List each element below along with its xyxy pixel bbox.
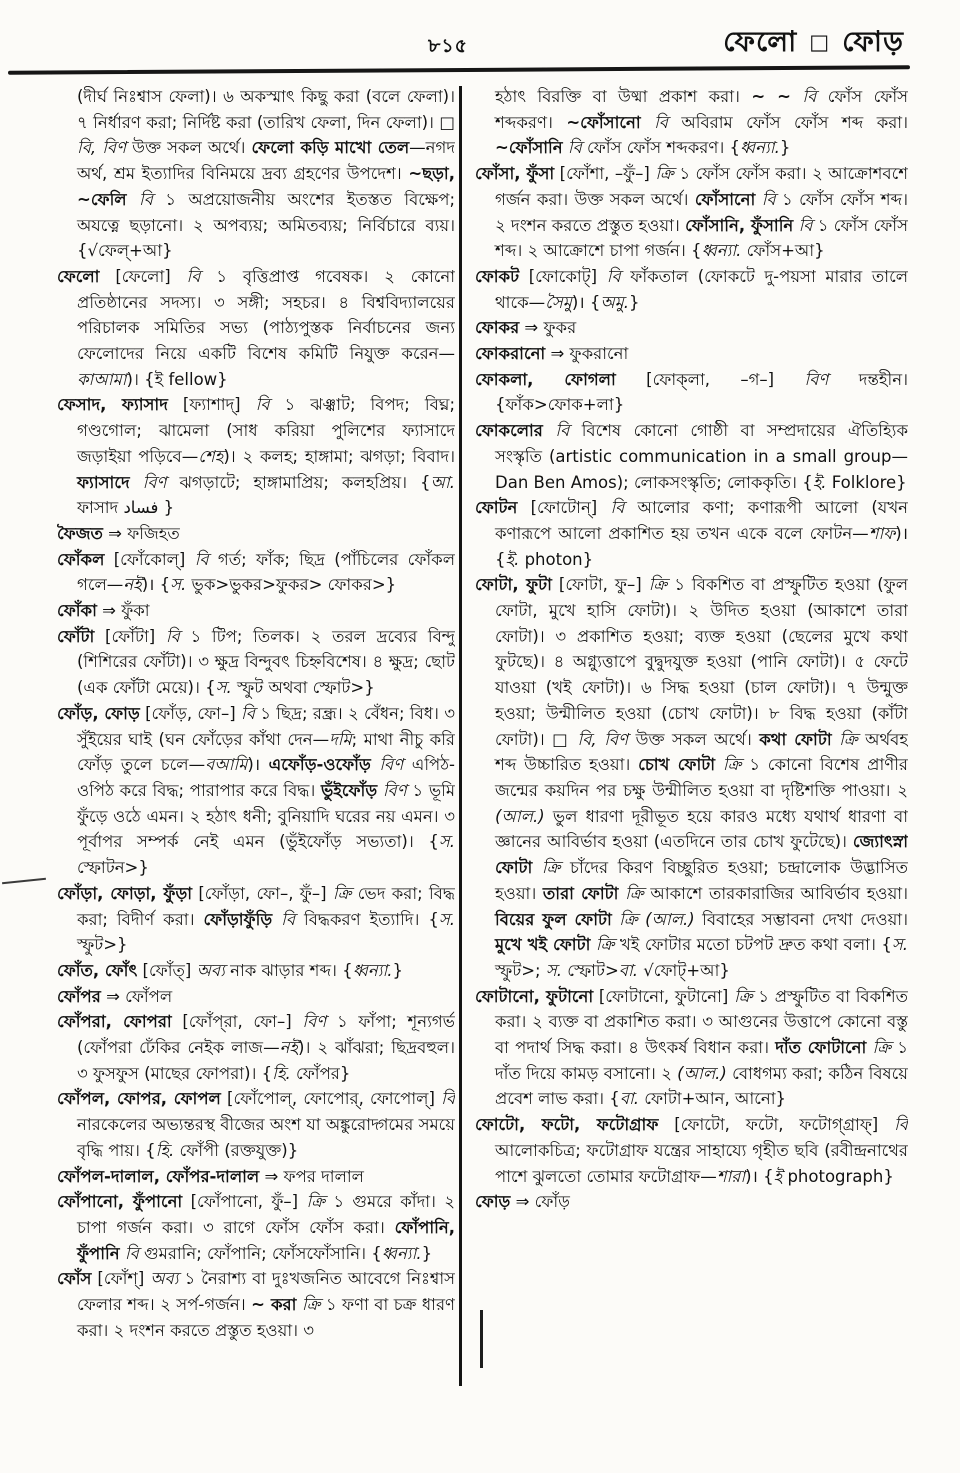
entry-label: ক্রি: [595, 935, 615, 955]
entry-headword: ফোঁসা, ফুঁসা: [475, 164, 555, 184]
dictionary-entry: [475, 1189, 908, 1215]
entry-text: )। {ই fellow}: [126, 369, 228, 389]
entry-text: ১ ফোঁস ফোঁস শব্দ। ২ আক্রোশে চাপা গর্জন। {: [495, 215, 908, 261]
entry-label: ক্রি (আল.): [619, 909, 695, 929]
entry-text: ১ টিপ; তিলক। ২ তরল দ্রব্যের বিন্দু (শিশিরের ফোঁটা)। ৩ ক্ষুদ্র বিন্দুবৎ চিহ্নবিশেষ। ৪ ক্ষুদ্র; ছোট (এক ফোঁটা মেয়ে)। {: [77, 626, 455, 698]
entry-text: ১ গুমরে কাঁদা। ২ চাপা গর্জন করা। ৩ রাগে ফোঁস ফোঁস করা।: [77, 1192, 455, 1237]
entry-text: [ফোঁপানো, ফুঁ–]: [182, 1192, 307, 1212]
entry-text: [ফোটো, ফটো, ফটোগ্‌গ্রাফ্]: [658, 1115, 895, 1135]
entry-label: ক্রি: [872, 1038, 892, 1058]
entry-label: বি: [567, 138, 582, 158]
entry-label: বি, বিণ: [77, 138, 127, 158]
entry-label: বি: [165, 626, 180, 646]
entry-text: }: [421, 1243, 433, 1263]
dictionary-entry: [475, 984, 908, 1113]
entry-label: বিণ: [804, 369, 829, 389]
entry-label: বি: [186, 266, 201, 286]
scan-artifact-pencil-dash: [2, 878, 46, 885]
dictionary-entry: [475, 572, 908, 983]
entry-text: অবিরাম ফোঁস ফোঁস শব্দ করা।: [667, 112, 908, 132]
entry-text: [543, 421, 555, 440]
entry-label: বি: [194, 549, 209, 569]
entry-text: ⇒ ফজিহত: [102, 523, 180, 543]
column-left: [57, 84, 455, 1396]
entry-headword: ফোঁসানো: [694, 189, 756, 209]
entry-text: ⇒ ফুকর: [519, 318, 577, 338]
entry-text: )। ২ কলহ; হাঙ্গামা; ঝগড়া; বিবাদ।: [223, 446, 455, 466]
entry-headword: ফোটো, ফটো, ফটোগ্রাফ: [475, 1115, 659, 1135]
entry-label: শাফ: [868, 523, 896, 543]
entry-label: ক্রি: [722, 755, 742, 775]
entry-text: ১ বিকশিত বা প্রস্ফুটিত হওয়া (ফুল ফোটা, মুখে হাসি ফোটা)। ২ উদিত হওয়া (আকাশে তারা ফোটা)। ৩ প্রকাশিত হওয়া; ব্যক্ত হওয়া (ছেলের মুখে কথা ফুটছে)। ৪ অগ্ন্যুত্তাপে বুদ্বুদযুক্ত হওয়া (পানি ফোটা)। ৫ ফেটে যাওয়া (খই ফোটা)। ৬ সিদ্ধ হওয়া (চাল ফোটা)। ৭ উন্মুক্ত হওয়া; উন্মীলিত হওয়া (চোখ ফোটা)। ৮ বিদ্ধ হওয়া (কাঁটা ফোটা)। □: [495, 575, 908, 749]
entry-text: )। ২ ঝাঁঝরা; ছিদ্রবহুল। ৩ ফুসফুস (মাছের ফোপরা)। {: [77, 1038, 455, 1083]
entry-label: স.: [170, 575, 187, 595]
entry-text: )। {: [495, 523, 908, 569]
entry-label: বি: [138, 189, 153, 209]
entry-label: ই: [773, 1166, 783, 1186]
entry-headword: কথা ফোটা: [759, 729, 832, 749]
entry-headword: ফোঁড়াফুঁড়ি: [203, 909, 273, 929]
entry-text: }: [779, 138, 791, 158]
entry-text: [791, 87, 802, 106]
dictionary-entry: [57, 624, 455, 701]
entry-text: খই ফোটার মতো চটপট দ্রুত কথা বলা। {: [614, 935, 892, 955]
entry-text: )।: [247, 755, 269, 775]
entry-text: ফাসাদ فساد }: [77, 498, 175, 518]
entry-text: [ফ্যাশাদ্]: [167, 395, 256, 415]
entry-text: ⇒ ফুঁকা: [96, 601, 150, 621]
entry-text: [ফোঁপ্‌রা, ফো–]: [171, 1012, 303, 1032]
entry-text: ⇒ ফোঁপল: [100, 986, 173, 1006]
entry-headword: ফোটা, ফুটা: [475, 575, 552, 595]
dictionary-entry: [57, 1086, 455, 1163]
entry-headword: ফ্যাসাদে: [77, 472, 130, 492]
entry-label: বি: [606, 266, 621, 286]
entry-label: হি.: [155, 1140, 175, 1160]
entry-label: অব্য: [196, 960, 225, 980]
text-columns: [57, 84, 908, 1396]
entry-headword: ফেসাদ, ফ্যাসাদ: [57, 395, 168, 415]
entry-headword: জ্যোৎস্না ফোটা: [495, 832, 908, 878]
entry-text: ১ ফণা বা চক্র ধারণ করা। ২ দংশন করতে প্রস্তুত হওয়া। ৩: [77, 1295, 455, 1340]
entry-text: )। {: [141, 575, 171, 595]
dictionary-entry: [57, 547, 455, 598]
entry-text: ফোঁপী (রক্তযুক্ত)}: [174, 1140, 299, 1160]
entry-headword: এফোঁড়-ওফোঁড়: [268, 755, 371, 775]
entry-text: ঝগড়াটে; হাঙ্গামাপ্রিয়; কলহপ্রিয়। {: [166, 472, 431, 492]
guide-separator-square-icon: □: [809, 30, 831, 54]
entry-label: স.: [438, 909, 455, 929]
scan-artifact-margin-tick: [480, 1310, 483, 1368]
entry-text: স্ফোটন>}: [77, 858, 149, 878]
entry-label: ই.: [812, 472, 827, 492]
entry-headword: ফোঁসানি, ফুঁসানি: [685, 215, 794, 235]
entry-label: ধ্বন্যা.: [381, 1243, 422, 1263]
entry-headword: ফোঁপল-দালাল, ফোঁপর-দালাল: [57, 1166, 260, 1186]
entry-text: ভুল ধারণা দূরীভূত হয়ে কারও মধ্যে যথার্থ ধারণা বা জ্ঞানের আবির্ভাব হওয়া (এতদিনে তার চোখ ফুটেছে)।: [495, 806, 908, 852]
entry-text: photon}: [519, 549, 594, 569]
entry-headword: ফোঁস: [57, 1269, 92, 1289]
entry-text: ১ দাঁত দিয়ে কামড় বসানো। ২: [495, 1038, 908, 1083]
entry-text: [130, 473, 143, 492]
entry-text: আকাশে তারকারাজির আবির্ভাব হওয়া।: [643, 883, 908, 903]
dictionary-entry: [475, 495, 908, 572]
entry-headword: ফেলো কড়ি মাখো তেল: [251, 138, 410, 158]
entry-text: ফোঁপর}: [290, 1063, 351, 1083]
entry-headword: ফোকট: [475, 266, 520, 286]
entry-headword: ফোড়: [475, 1192, 511, 1212]
entry-label: ক্রি: [541, 858, 561, 878]
dictionary-entry: [57, 264, 455, 393]
entry-label: বি: [255, 395, 270, 415]
entry-text: উক্ত সকল অর্থে।: [126, 138, 252, 158]
entry-label: নই: [123, 575, 142, 595]
dictionary-entry: [57, 1266, 455, 1343]
entry-text: ফোঁস+আ}: [741, 241, 825, 261]
entry-text: ভেদ করা; বিদ্ধ করা; বিদীর্ণ করা।: [77, 883, 455, 929]
entry-headword: ~ফোঁসানো: [566, 112, 641, 132]
entry-headword: ~ ~: [751, 87, 791, 106]
entry-headword: ফোকরানো: [475, 344, 546, 364]
entry-text: [ফোঁকোল্]: [104, 549, 195, 569]
entry-label: বআমি: [205, 755, 248, 775]
entry-label: (আল.): [677, 1063, 727, 1083]
entry-label: স.: [438, 832, 455, 852]
entry-headword: ফোঁপল, ফোপর, ফোপল: [57, 1089, 221, 1109]
entry-text: ১ ভূমি ফুঁড়ে ওঠে এমন। ২ হঠাৎ ধনী; বুনিয়াদি ঘরের নয় এমন। ৩ পূর্বাপর সম্পর্ক নেই এমন (ভুঁইফোঁড় সভ্যতা)। {: [77, 780, 455, 852]
entry-headword: ফোঁপানো, ফুঁপানো: [57, 1192, 183, 1212]
entry-headword: ফোকর: [475, 318, 520, 338]
page-number: ৮১৫: [428, 35, 468, 57]
entry-text: এপিঠ-ওপিঠ করে বিদ্ধ; পারাপার করে বিদ্ধ।: [77, 755, 455, 800]
entry-text: ১ প্রস্ফুটিত বা বিকশিত করা। ২ ব্যক্ত বা প্রকাশিত করা। ৩ আগুনের উত্তাপে কোনো বস্তু বা পদার্থ সিদ্ধ করা। ৪ উৎকর্ষ বিধান করা।: [495, 986, 908, 1058]
entry-label: দমি: [329, 729, 352, 749]
entry-label: শারা: [716, 1166, 746, 1186]
entry-text: }: [629, 292, 640, 312]
dictionary-entry: [57, 1009, 455, 1086]
dictionary-entry: [475, 367, 908, 418]
entry-label: ক্রি: [655, 164, 674, 184]
page-header: [0, 18, 960, 68]
entry-text: [ফোটানো, ফুটানো]: [593, 986, 735, 1006]
entry-text: [ফোক্‌লা, –গ–]: [615, 369, 805, 389]
entry-headword: বিয়ের ফুল ফোটা: [495, 909, 612, 929]
entry-label: ধ্বন্যা.: [739, 138, 780, 158]
entry-text: )। {: [745, 1166, 774, 1186]
entry-label: ধ্বন্যা.: [701, 241, 742, 261]
entry-label: স.: [891, 935, 908, 955]
entry-text: স্ফোট>: [562, 960, 619, 980]
entry-text: ১ ফোঁস ফোঁস শব্দ। ২ দংশন করতে প্রস্তুত হওয়া।: [495, 189, 908, 235]
entry-label: আ.: [430, 472, 455, 492]
entry-label: বিণ: [142, 472, 167, 492]
entry-text: ⇒ ফপর দালাল: [259, 1166, 364, 1186]
entry-label: অব্য: [150, 1269, 179, 1289]
entry-text: গুমরানি; ফোঁপানি; ফোঁসফোঁসানি। {: [138, 1243, 382, 1263]
entry-text: ১ বৃত্তিপ্রাপ্ত গবেষক। ২ কোনো প্রতিষ্ঠানের সদস্য। ৩ সঙ্গী; সহচর। ৪ বিশ্ববিদ্যালয়ের পরিচালক সমিতির সভ্য (পাঠ্যপুস্তক নির্বাচনের জন্য ফেলোদের নিয়ে একটি বিশেষ কমিটি নিযুক্ত করেন—: [77, 266, 455, 364]
entry-text: [ফেলো]: [99, 266, 187, 286]
entry-headword: ফোঁকল: [57, 549, 105, 569]
dictionary-entry: [57, 392, 455, 521]
entry-text: ; মাথা নীচু করি ফোঁড় তুলে চলে—: [77, 729, 455, 775]
entry-headword: ফোঁপর: [57, 986, 101, 1006]
entry-text: স্ফুট>;: [495, 960, 546, 980]
entry-text: ভুক>ভুকর>ফুকর> ফোকর>}: [186, 575, 397, 595]
entry-label: কাআমা: [77, 369, 127, 389]
entry-label: বি: [761, 189, 776, 209]
entry-label: ক্রি: [734, 986, 753, 1006]
entry-text: গর্ত; ফাঁক; ছিদ্র (পাঁচিলের ফোঁকল গলে—: [77, 549, 455, 595]
entry-text: ফাঁকতাল (ফোকটে দু-পয়সা মারার তালে থাকে—: [495, 266, 908, 312]
entry-headword: ফোঁকা: [57, 601, 97, 621]
entry-text: [532, 858, 542, 877]
entry-headword: ফোকলোর: [475, 421, 543, 441]
entry-text: photograph}: [782, 1166, 894, 1186]
dictionary-entry: [57, 881, 455, 958]
entry-text: √ফোট্+আ}: [638, 960, 730, 980]
entry-text: ১ ছিদ্র; রন্ধ্র। ২ বেঁধন; বিধ। ৩ সুঁইয়ের ঘাই (ঘন ফোঁড়ের কাঁথা দেন—: [77, 703, 455, 749]
entry-label: বি: [240, 703, 255, 723]
entry-text: ১ ফাঁপা; শূন্যগর্ভ (ফোঁপরা ঢেঁকির নেইক লাজ—: [77, 1012, 455, 1058]
entry-label: বি: [555, 421, 570, 441]
entry-headword: ফোঁড়া, ফোড়া, ফুঁড়া: [57, 883, 193, 903]
entry-label: বি: [281, 909, 295, 929]
dictionary-entry: [57, 958, 455, 984]
entry-text: ফোঁস ফোঁস শব্দকরণ।: [495, 87, 908, 132]
entry-headword: ~ফোঁসানি: [495, 138, 563, 158]
entry-headword: ~ছড়া, ~ফেলি: [77, 164, 455, 209]
entry-text: (দীর্ঘ নিঃশ্বাস ফেলা)। ৬ অকস্মাৎ কিছু করা (বলে ফেলা)। ৭ নির্ধারণ করা; নির্দিষ্ট করা (তারিখ ফেলা, দিন ফেলা)। □: [77, 87, 455, 132]
entry-label: ক্রি: [625, 883, 644, 903]
entry-label: বি: [654, 112, 668, 132]
entry-text: নাক ঝাড়ার শব্দ। {: [224, 960, 353, 980]
entry-headword: ফোটানো, ফুটানো: [475, 986, 594, 1006]
dictionary-entry: [57, 984, 455, 1010]
dictionary-entry: [475, 315, 908, 341]
entry-text: বিবাহের সম্ভাবনা দেখা দেওয়া।: [694, 909, 908, 929]
column-divider: [459, 86, 462, 1386]
entry-text: নারকেলের অভ্যন্তরস্থ বীজের অংশ যা অঙ্কুরোদ্গমের সময়ে বৃদ্ধি পায়। {: [77, 1115, 455, 1160]
entry-headword: ফোটন: [475, 498, 518, 518]
entry-label: বি, বিণ: [577, 729, 629, 749]
entry-text: }: [392, 960, 404, 980]
entry-text: উক্ত সকল অর্থে।: [628, 729, 760, 749]
entry-label: বি: [610, 498, 625, 518]
entry-text: [ফোঁপোল্, ফোপোর্, ফোপোল্]: [220, 1089, 442, 1109]
entry-label: ক্রি: [839, 729, 858, 749]
entry-label: বিণ: [302, 1012, 327, 1032]
entry-text: ⇒ ফোঁড়: [510, 1192, 570, 1212]
entry-label: বি: [894, 1115, 908, 1135]
dictionary-entry: [57, 598, 455, 624]
entry-label: সৈমু: [545, 292, 572, 312]
entry-text: [ফোঁশ্]: [91, 1269, 151, 1289]
guide-words: [723, 20, 904, 67]
entry-label: বি: [124, 1243, 139, 1263]
entry-text: স্ফুট>}: [77, 935, 128, 955]
entry-continuation: [475, 84, 908, 161]
entry-label: স.: [215, 678, 232, 698]
entry-headword: ফোঁড়, ফোড়: [57, 703, 140, 723]
entry-label: ক্রি: [301, 1295, 321, 1315]
entry-text: [ফোঁত্]: [137, 960, 197, 980]
entry-headword: ফোঁপানি, ফুঁপানি: [77, 1217, 455, 1263]
dictionary-entry: [475, 161, 908, 264]
entry-text: [ফোঁড়, ফো–]: [139, 703, 241, 723]
column-right: [469, 84, 908, 1396]
dictionary-entry: [475, 1112, 908, 1189]
entry-text: [832, 730, 840, 749]
entry-text: ১ ঝঞ্ঝাট; বিপদ; বিঘ্ন; গণ্ডগোল; ঝামেলা (সাধ করিয়া পুলিশের ফ্যাসাদে জড়াইয়া পড়িবে—: [77, 395, 455, 466]
entry-text: ১ নৈরাশ্য বা দুঃখজনিত আবেগে নিঃশ্বাস ফেলার শব্দ। ২ সর্প-গর্জন।: [77, 1269, 455, 1315]
entry-label: ক্রি: [648, 575, 668, 595]
entry-label: হি.: [272, 1063, 291, 1083]
entry-text: বিদ্ধকরণ ইত্যাদি। {: [295, 909, 439, 929]
entry-text: হঠাৎ বিরক্তি বা উষ্মা প্রকাশ করা।: [495, 87, 752, 106]
entry-text: ১ অপ্রয়োজনীয় অংশের ইতস্তত বিক্ষেপ; অযত্নে ছড়ানো। ২ অপব্যয়; অমিতব্যয়; নির্বিচারে ব্যয়। {√ফেল্+আ}: [77, 189, 455, 261]
entry-text: ১ কোনো বিশেষ প্রাণীর জন্মের কয়দিন পর চক্ষু উন্মীলিত হওয়া বা দৃষ্টিশক্তি পাওয়া। ২: [495, 755, 908, 800]
entry-label: অমু.: [600, 292, 630, 312]
entry-text: ফোটা+আন, আনো}: [639, 1089, 787, 1109]
entry-text: [127, 190, 139, 209]
entry-headword: ভুঁইফোঁড়: [320, 780, 378, 800]
entry-label: ক্রি: [306, 1192, 325, 1212]
entry-headword: ~ করা: [251, 1295, 297, 1315]
entry-text: আলোর কণা; কণারূপী আলো (যখন কণারূপে আলো প্রকাশিত হয় তখন একে বলে ফোটন—: [495, 498, 908, 543]
entry-headword: ফৈজত: [57, 523, 103, 543]
entry-headword: ফোকলা, ফোগলা: [475, 369, 616, 389]
entry-headword: ফোঁটা: [57, 626, 95, 646]
entry-headword: দাঁত ফোটানো: [775, 1038, 867, 1058]
entry-text: ফোঁস ফোঁস শব্দকরণ। {: [581, 138, 740, 158]
entry-text: ⇒ ফুকরানো: [545, 344, 629, 364]
entry-headword: ফোঁপরা, ফোপরা: [57, 1012, 172, 1032]
entry-text: আলোকচিত্র; ফটোগ্রাফ যন্ত্রের সাহায্যে গৃহীত ছবি (রবীন্দ্রনাথের পাশে ঝুলতো তোমার ফটোগ্রাফ—: [495, 1140, 908, 1186]
dictionary-entry: [57, 1164, 455, 1190]
dictionary-entry: [475, 264, 908, 315]
entry-label: বিণ: [379, 755, 404, 775]
entry-text: [ফোঁশা, –ফুঁ–]: [554, 164, 656, 184]
entry-headword: মুখে খই ফোটা: [495, 935, 591, 955]
dictionary-entry: [57, 1189, 455, 1266]
entry-label: বি: [441, 1089, 455, 1109]
entry-label: শেহ: [198, 446, 224, 466]
entry-continuation: [57, 84, 455, 264]
entry-text: )। {: [571, 292, 601, 312]
entry-label: বিণ: [382, 780, 407, 800]
entry-label: স.: [545, 960, 563, 980]
entry-text: [ফোঁড়া, ফো–, ফুঁ–]: [192, 883, 333, 903]
entry-text: [272, 910, 281, 929]
entry-label: ক্রি: [332, 883, 352, 903]
entry-label: বি: [798, 215, 813, 235]
entry-text: দন্তহীন। {ফাঁক>ফোক+লা}: [495, 369, 908, 415]
entry-label: (আল.): [495, 806, 545, 826]
entry-label: বা.: [619, 1089, 640, 1109]
entry-text: [ফোঁটা]: [94, 626, 166, 646]
dictionary-entry: [475, 341, 908, 367]
entry-text: [ফোকোট্]: [519, 266, 607, 286]
entry-text: স্ফুট অথবা স্ফোট>}: [231, 678, 375, 698]
entry-headword: ফেলো: [57, 266, 100, 286]
dictionary-entry: [475, 418, 908, 495]
entry-text: [ফোটা, ফু–]: [551, 575, 649, 595]
dictionary-entry: [57, 701, 455, 881]
dictionary-entry: [57, 521, 455, 547]
entry-text: [715, 755, 723, 774]
entry-label: ধ্বন্যা.: [352, 960, 393, 980]
entry-label: বি: [802, 87, 817, 106]
entry-label: নই: [279, 1038, 299, 1058]
guide-word-left: ফেলো: [723, 25, 798, 58]
entry-label: বা.: [618, 960, 639, 980]
entry-headword: ফোঁত, ফোঁৎ: [57, 960, 138, 980]
entry-headword: তারা ফোটা: [542, 883, 619, 903]
entry-text: অর্থবহ শব্দ উচ্চারিত হওয়া।: [495, 729, 908, 775]
entry-text: [ফোটোন্]: [517, 498, 611, 518]
entry-text: [641, 113, 654, 132]
entry-text: বিশেষ কোনো গোষ্ঠী বা সম্প্রদায়ের ঐতিহ্যিক সংস্কৃতি (artistic communication in a small group—Dan Ben Amos); লোকসংস্কৃতি; লোককৃতি। {: [495, 421, 908, 492]
entry-headword: চোখ ফোটা: [638, 755, 716, 775]
guide-word-right: ফোড়: [842, 25, 904, 58]
entry-text: বোধগম্য করা; কঠিন বিষয়ে প্রবেশ লাভ করা। {: [495, 1063, 908, 1109]
entry-text: চাঁদের কিরণ বিচ্ছুরিত হওয়া; চন্দ্রালোক উদ্ভাসিত হওয়া।: [495, 858, 908, 903]
entry-text: —নগদ অর্থ, শ্রম ইত্যাদির বিনিময়ে দ্রব্য গ্রহণের উপদেশ।: [77, 138, 455, 184]
entry-text: Folklore}: [826, 472, 907, 492]
entry-text: ১ ফোঁস ফোঁস করা। ২ আক্রোশবশে গর্জন করা। উক্ত সকল অর্থে।: [495, 164, 908, 209]
entry-label: ই.: [505, 549, 520, 569]
